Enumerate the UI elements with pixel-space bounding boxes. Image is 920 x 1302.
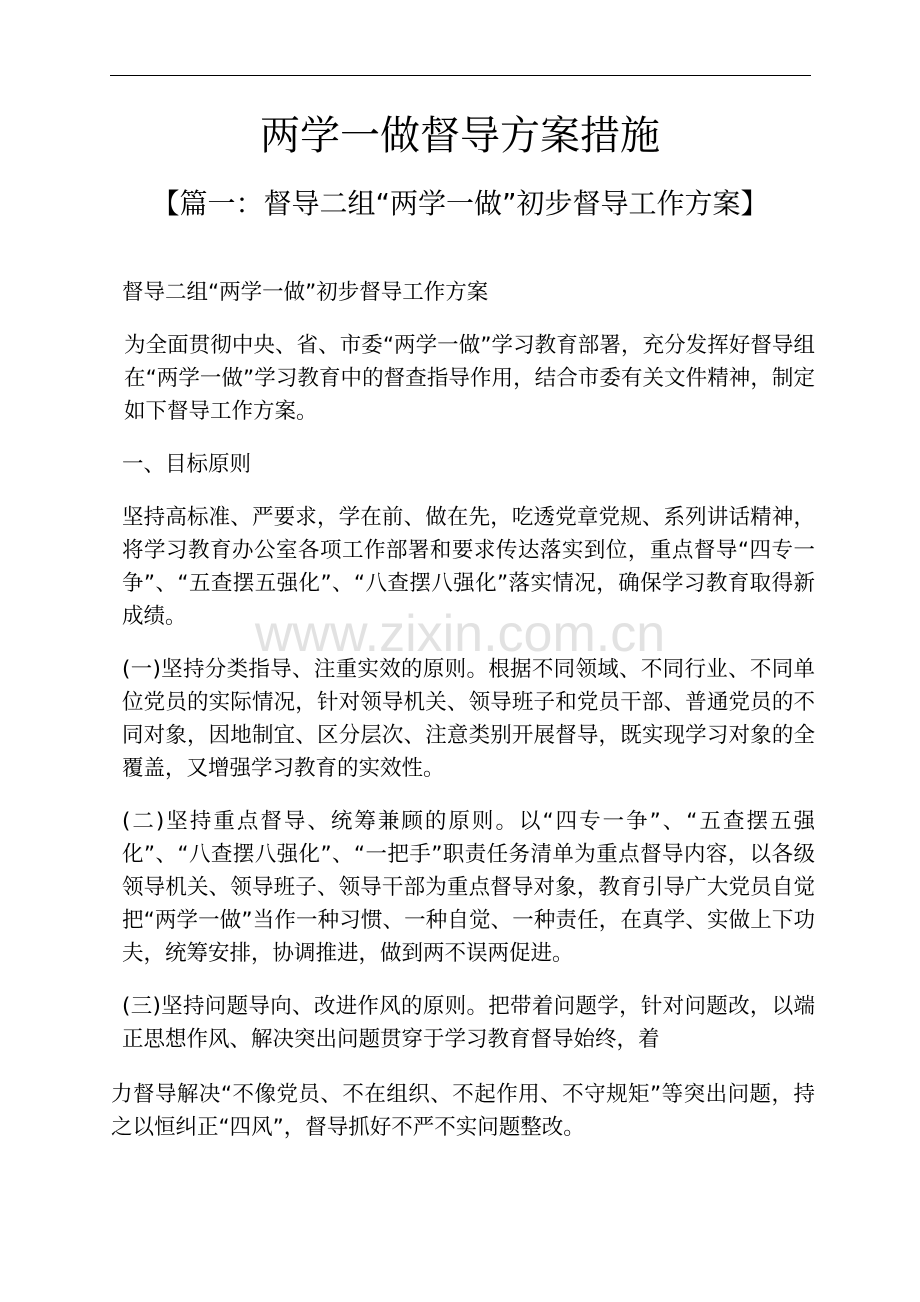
section-heading: 一、目标原则 (122, 452, 252, 477)
document-subtitle: 【篇一：督导二组“两学一做”初步督导工作方案】 (151, 187, 769, 220)
body-paragraph: 坚持高标准、严要求，学在前、做在先，吃透党章党规、系列讲话精神，将学习教育办公室各项工作部署和要求传达落实到位，重点督导“四专一争”、“五查摆五强化”、“八查摆八强化”落实情况，确保学习教育取得新成绩。 (122, 505, 815, 629)
body-paragraph: (一)坚持分类指导、注重实效的原则。根据不同领域、不同行业、不同单位党员的实际情况，针对领导机关、领导班子和党员干部、普通党员的不同对象，因地制宜、区分层次、注意类别开展督导，既实现学习对象的全覆盖，又增强学习教育的实效性。 (122, 657, 815, 781)
header-rule (110, 75, 811, 76)
body-paragraph: (二)坚持重点督导、统筹兼顾的原则。以“四专一争”、“五查摆五强化”、“八查摆八强化”、“一把手”职责任务清单为重点督导内容，以各级领导机关、领导班子、领导干部为重点督导对象，教育引导广大党员自觉把“两学一做”当作一种习惯、一种自觉、一种责任，在真学、实做上下功夫，统筹安排，协调推进，做到两不误两促进。 (122, 809, 815, 966)
watermark: www.zixin.com.cn (254, 605, 666, 663)
document-body (111, 276, 815, 1144)
document-title: 两学一做督导方案措施 (260, 113, 660, 159)
body-paragraph: 为全面贯彻中央、省、市委“两学一做”学习教育部署，充分发挥好督导组在“两学一做”学习教育中的督查指导作用，结合市委有关文件精神，制定如下督导工作方案。 (124, 333, 815, 424)
body-paragraph: 力督导解决“不像党员、不在组织、不起作用、不守规矩”等突出问题，持之以恒纠正“四风”，督导抓好不严不实问题整改。 (111, 1082, 815, 1140)
section-heading: 督导二组“两学一做”初步督导工作方案 (122, 280, 489, 305)
body-paragraph: (三)坚持问题导向、改进作风的原则。把带着问题学，针对问题改，以端正思想作风、解决突出问题贯穿于学习教育督导始终，着 (122, 994, 815, 1052)
